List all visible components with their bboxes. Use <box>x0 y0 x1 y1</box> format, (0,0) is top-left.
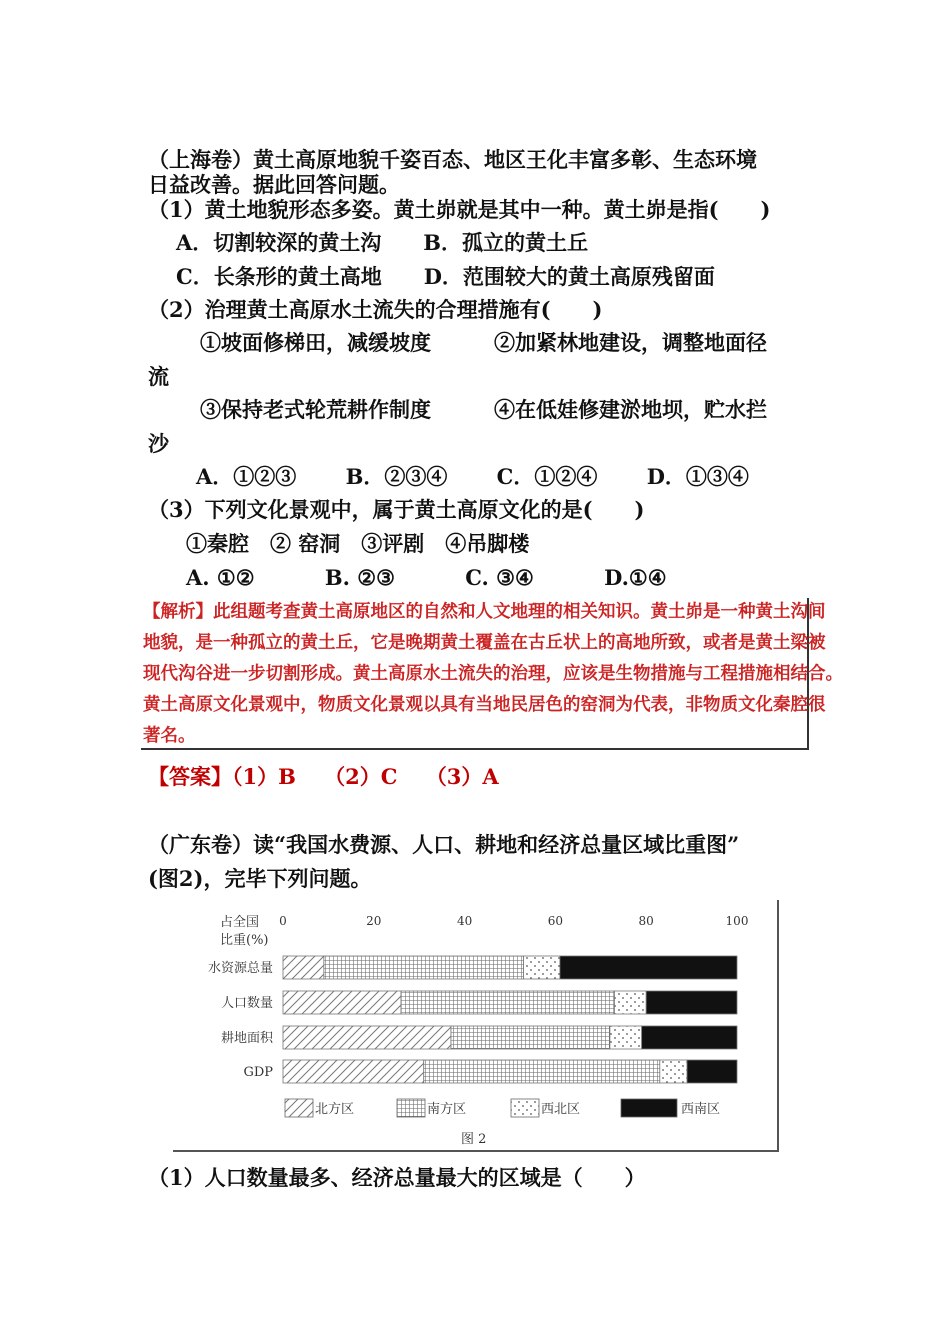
tick-label: 60 <box>547 914 564 928</box>
bar-segment <box>614 991 646 1014</box>
legend-swatch <box>285 1099 313 1117</box>
q1-sub1-options-ab: A．切割较深的黄土沟 B．孤立的黄土丘 <box>176 230 589 255</box>
category-label: 人口数量 <box>220 996 273 1011</box>
bar-segment <box>283 1060 424 1083</box>
bar-segment <box>646 991 737 1014</box>
bar-segment <box>283 1026 451 1049</box>
stacked-bars <box>283 956 737 1083</box>
bar-segment <box>283 956 324 979</box>
tick-label: 40 <box>456 914 473 928</box>
answer-label: 【答案】 <box>148 764 232 789</box>
analysis-box <box>141 598 843 750</box>
bar-segment <box>660 1060 687 1083</box>
legend-label: 北方区 <box>315 1102 355 1117</box>
chart-svg <box>173 900 779 1152</box>
category-label: 水资源总量 <box>207 961 273 976</box>
legend-label: 南方区 <box>427 1102 467 1117</box>
answer-line <box>148 764 499 790</box>
category-labels <box>208 960 274 1080</box>
analysis-line-4: 黄土高原文化景观中，物质文化景观以具有当地民居色的窑洞为代表，非物质文化秦腔很 <box>143 695 826 715</box>
legend-label: 西南区 <box>681 1102 721 1117</box>
tick-label: 0 <box>279 914 287 928</box>
legend-swatch <box>397 1099 425 1117</box>
q1-sub2-stem: （2）治理黄土高原水土流失的合理措施有( ) <box>148 297 603 322</box>
tick-label: 80 <box>638 914 654 928</box>
category-label: 耕地面积 <box>220 1031 273 1046</box>
chart-caption: 图 2 <box>461 1132 487 1147</box>
q1-sub2-items-34-wrap: 沙 <box>148 431 169 456</box>
q1-sub3-stem: （3）下列文化景观中，属于黄土高原文化的是( ) <box>148 497 645 522</box>
bar-segment <box>424 1060 660 1083</box>
legend-swatch <box>621 1099 677 1117</box>
legend-label: 西北区 <box>541 1102 581 1117</box>
bar-segment <box>324 956 524 979</box>
bar-segment <box>451 1026 610 1049</box>
category-label: GDP <box>243 1065 273 1080</box>
bar-segment <box>283 991 401 1014</box>
q1-intro-line-2: 日益改善。据此回答问题。 <box>148 172 400 197</box>
bar-segment <box>401 991 614 1014</box>
bar-segment <box>524 956 560 979</box>
analysis-line-5: 著名。 <box>143 726 196 746</box>
q2-intro-line-2: (图2)，完毕下列问题。 <box>148 866 372 891</box>
tick-label: 100 <box>725 914 749 928</box>
bar-segment <box>560 956 737 979</box>
analysis-line-2: 地貌，是一种孤立的黄土丘，它是晚期黄土覆盖在古丘状上的高地所致，或者是黄土梁被 <box>143 633 826 653</box>
bar-segment <box>687 1060 737 1083</box>
answer-text: （1）B （2）C （3）A <box>232 764 499 789</box>
analysis-line-3: 现代沟谷进一步切割形成。黄土高原水土流失的治理，应该是生物措施与工程措施相结合。 <box>143 664 843 684</box>
axis-title-line-1: 占全国 <box>220 915 260 930</box>
analysis-line-1: 【解析】此组题考查黄土高原地区的自然和人文地理的相关知识。黄土峁是一种黄土沟间 <box>143 602 826 622</box>
q2-intro-line-1: （广东卷）读“我国水费源、人口、耕地和经济总量区域比重图” <box>148 832 740 857</box>
q1-sub2-items-34: ③保持老式轮荒耕作制度 ④在低娃修建淤地坝，贮水拦 <box>200 397 767 422</box>
q1-sub1-options-cd: C．长条形的黄土高地 D．范围较大的黄土高原残留面 <box>176 264 715 289</box>
legend <box>285 1099 720 1117</box>
region-share-chart <box>173 900 779 1152</box>
q1-sub2-items-12: ①坡面修梯田，减缓坡度 ②加紧林地建设，调整地面径 <box>200 330 767 355</box>
q1-sub2-options: A．①②③ B．②③④ C．①②④ D．①③④ <box>196 464 749 489</box>
q1-sub3-options: A. ①② B. ②③ C. ③④ D.①④ <box>186 565 667 590</box>
bar-segment <box>610 1026 642 1049</box>
axis-title-line-2: 比重(%) <box>220 933 269 948</box>
q2-sub1-stem: （1）人口数量最多、经济总量最大的区域是（ ） <box>148 1165 646 1190</box>
bar-segment <box>642 1026 737 1049</box>
axis-ticks <box>279 914 748 928</box>
tick-label: 20 <box>366 914 382 928</box>
q1-intro-line-1: （上海卷）黄土高原地貌千姿百态、地区王化丰富多彰、生态环境 <box>148 147 757 172</box>
q1-sub3-items: ①秦腔 ② 窑洞 ③评剧 ④吊脚楼 <box>186 531 530 556</box>
q1-sub1-stem: （1）黄土地貌形态多姿。黄土峁就是其中一种。黄土峁是指( ) <box>148 197 771 222</box>
legend-swatch <box>511 1099 539 1117</box>
q1-sub2-items-12-wrap: 流 <box>148 364 169 389</box>
